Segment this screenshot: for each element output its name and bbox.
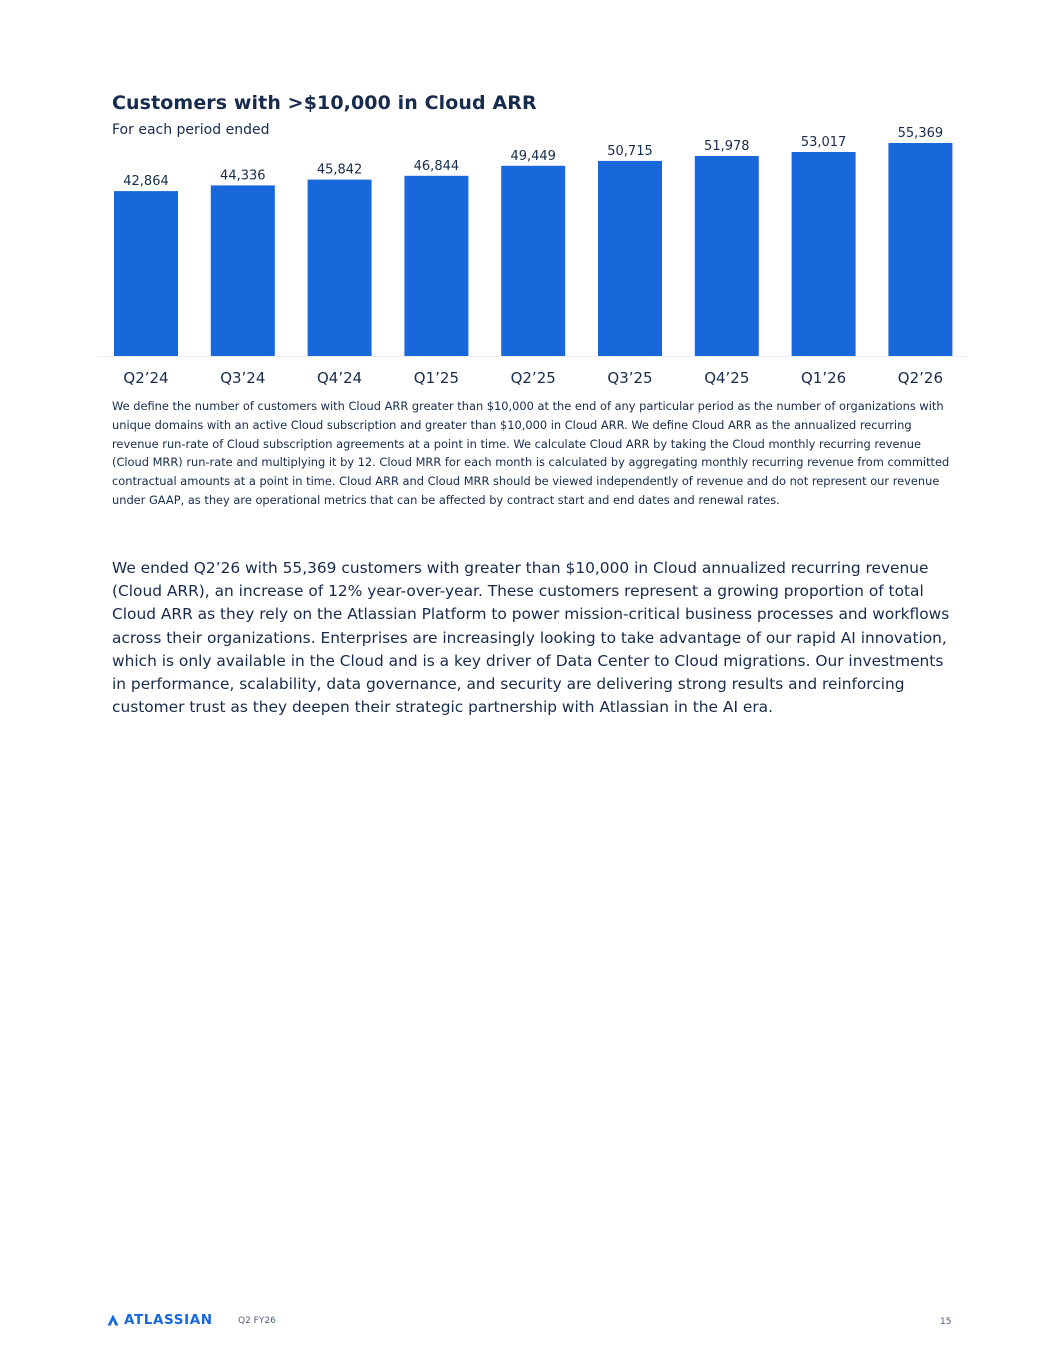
bar-8	[888, 143, 952, 356]
bar-5	[598, 161, 662, 356]
bar-1	[211, 185, 275, 356]
bar-value-label: 45,842	[316, 162, 363, 178]
bar-6	[695, 156, 759, 356]
bar-value-label: 49,449	[510, 148, 556, 164]
bar-value-label: 46,844	[413, 158, 460, 174]
bar-value-label: 44,336	[220, 168, 266, 184]
bar-7	[792, 152, 856, 356]
category-label: Q1’25	[413, 369, 460, 387]
bar-value-label: 50,715	[607, 143, 653, 159]
bar-4	[501, 166, 565, 356]
bar-value-label: 53,017	[800, 135, 847, 150]
category-label: Q4’25	[704, 369, 750, 387]
bar-value-label: 55,369	[897, 126, 944, 141]
page-title: Customers with >$10,000 in Cloud ARR	[112, 92, 537, 114]
page-number: 15	[940, 1317, 952, 1327]
bar-value-label: 51,978	[704, 139, 750, 154]
summary-paragraph: We ended Q2’26 with 55,369 customers with greater than $10,000 in Cloud annualized recurring revenue (Cloud ARR), an increase of 12% year-over-year. These customers represent a growing proportion of total Cloud ARR as they rely on the Atlassian Platform to power mission-critical business processes and workflows across their organizations. Enterprises are increasingly looking to take advantage of our rapid AI innovation, which is only available in the Cloud and is a key driver of Data Center to Cloud migrations. Our investments in performance, scalability, data governance, and security are delivering strong results and reinforcing customer trust as they deepen their strategic partnership with Atlassian in the AI era.	[112, 559, 950, 717]
bar-0	[114, 191, 178, 356]
brand-name: ATLASSIAN	[124, 1312, 213, 1328]
bar-chart	[0, 0, 1055, 400]
category-label: Q2’25	[510, 369, 556, 387]
category-label: Q1’26	[800, 369, 847, 387]
category-label: Q3’25	[607, 369, 653, 387]
category-label: Q2’26	[897, 369, 944, 387]
atlassian-logo	[107, 1311, 213, 1329]
footer-period: Q2 FY26	[238, 1316, 276, 1326]
atlassian-logo-icon	[107, 1314, 119, 1326]
page-subtitle: For each period ended	[112, 122, 270, 138]
category-label: Q3’24	[220, 369, 266, 387]
bar-value-label: 42,864	[123, 174, 169, 190]
bar-3	[404, 176, 468, 356]
bar-2	[308, 180, 372, 356]
chart-category-labels	[123, 369, 943, 387]
chart-footnote: We define the number of customers with Cloud ARR greater than $10,000 at the end of any particular period as the number of organizations with unique domains with an active Cloud subscription and greater than $10,000 in Cloud ARR. We define Cloud ARR as the annualized recurring revenue run-rate of Cloud subscription agreements at a point in time. We calculate Cloud ARR by taking the Cloud monthly recurring revenue (Cloud MRR) run-rate and multiplying it by 12. Cloud MRR for each month is calculated by aggregating monthly recurring revenue from committed contractual amounts at a point in time. Cloud ARR and Cloud MRR should be viewed independently of revenue and do not represent our revenue under GAAP, as they are operational metrics that can be affected by contract start and end dates and renewal rates.	[112, 399, 950, 507]
category-label: Q4’24	[316, 369, 363, 387]
category-label: Q2’24	[123, 369, 169, 387]
